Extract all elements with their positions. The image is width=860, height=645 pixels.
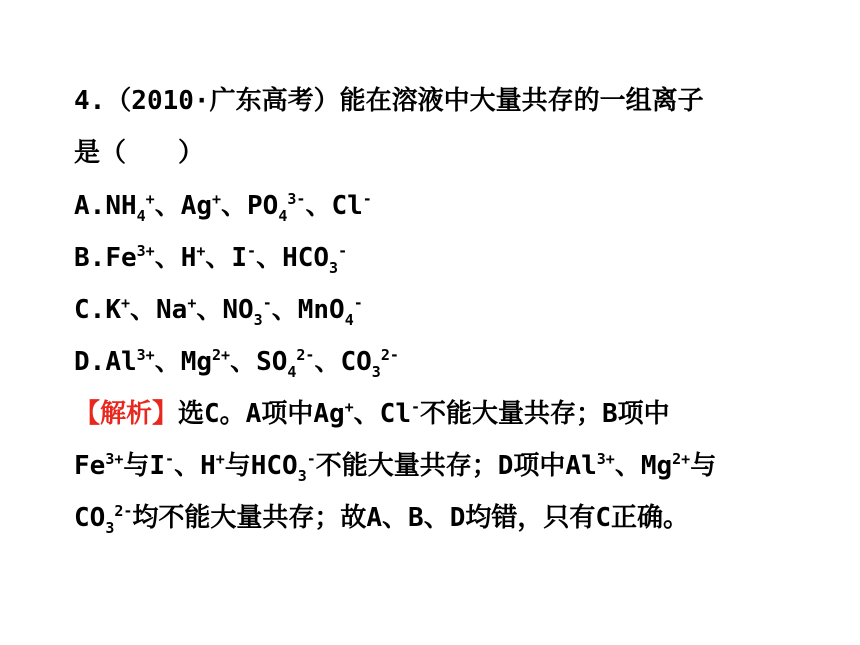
option-a-label: A. xyxy=(74,191,106,221)
option-c-label: C. xyxy=(74,295,106,325)
option-b-label: B. xyxy=(74,243,106,273)
question-stem-line-2: 是（ ） xyxy=(74,138,205,168)
question-stem-line-1: 4.（2010·广东高考）能在溶液中大量共存的一组离子 xyxy=(74,86,704,116)
analysis-line-2: $Fe^{3+}$与I-、H+与$HCO_3^-$不能大量共存；D项中$Al^{3+}$、$Mg^{2+}$与 xyxy=(74,450,717,485)
option-b: $B.Fe^{3+}$、H+、I-、$HCO_3^-$ xyxy=(74,242,348,277)
option-c: C.K+、Na+、$NO_3^-$、MnO$_4$- xyxy=(74,294,363,329)
analysis-line-1: 【解析】选C。A项中Ag+、Cl-不能大量共存；B项中 xyxy=(74,398,670,429)
option-d: $D.Al^{3+}$、$Mg^{2+}$、$SO_4^{2-}$、$CO_3^{2-}$ xyxy=(74,346,399,381)
option-a: $A.NH_4^+$、Ag+、$PO_4^{3-}$、Cl- xyxy=(74,190,372,225)
analysis-tag: 【解析】 xyxy=(74,399,179,429)
option-d-label: D. xyxy=(74,347,106,377)
analysis-line-3: $CO_3^{2-}$均不能大量共存；故A、B、D均错，只有C正确。 xyxy=(74,502,690,537)
